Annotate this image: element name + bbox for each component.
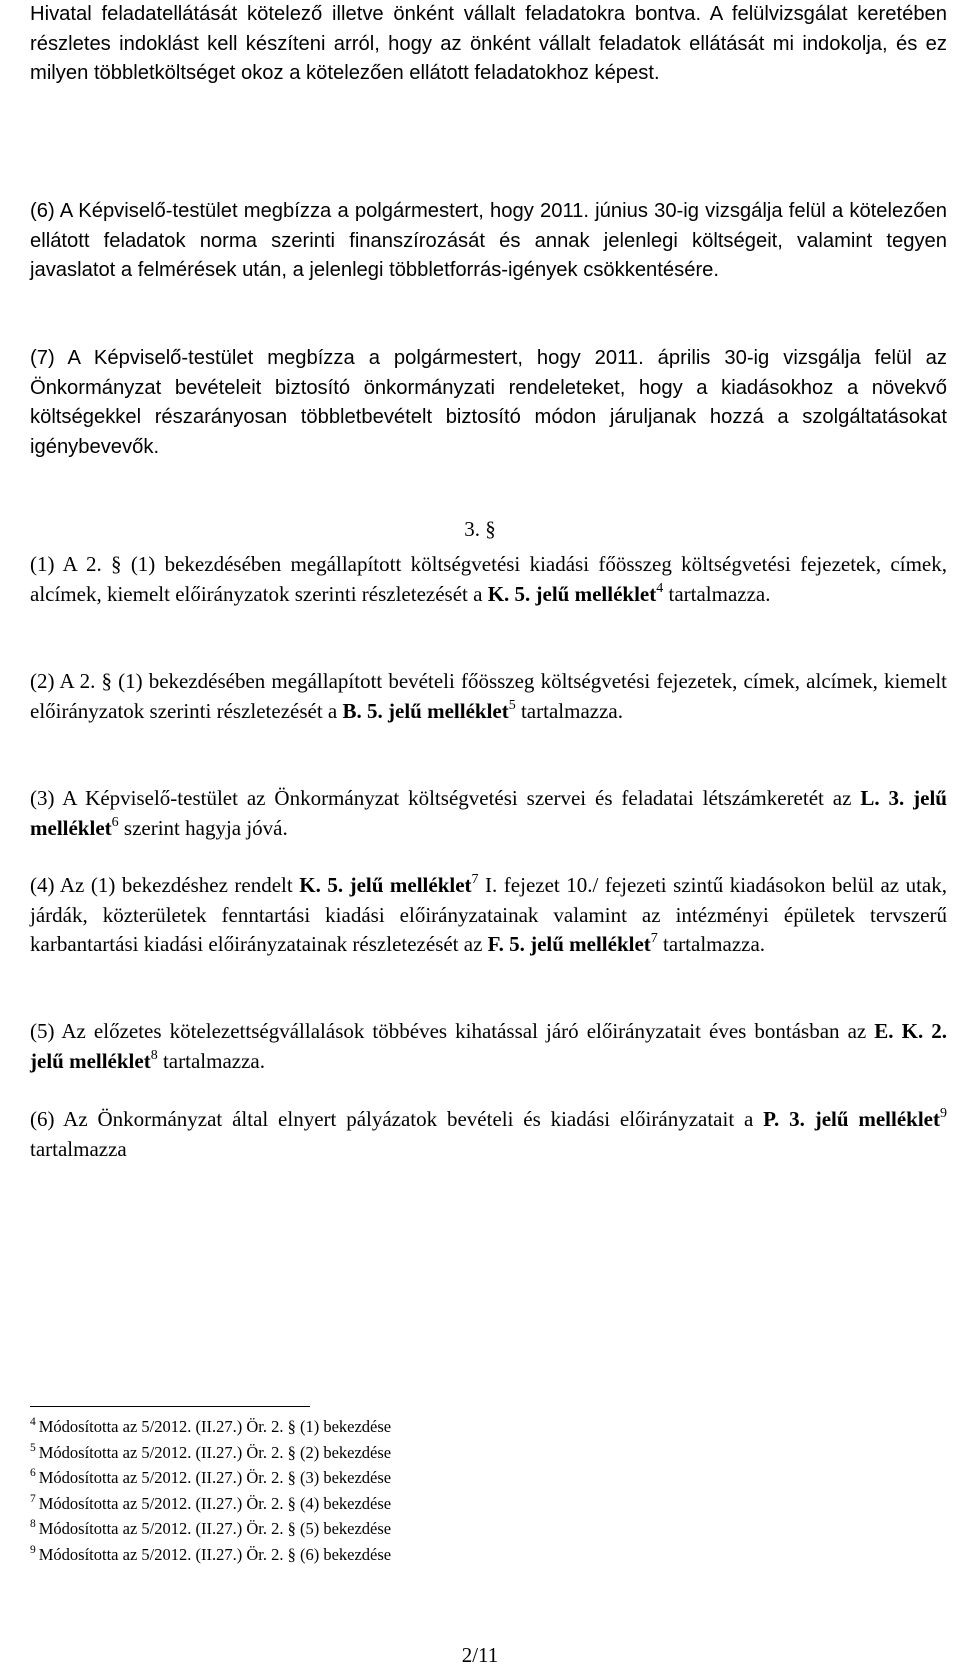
paragraph-7-mandate: (7) A Képviselő-testület megbízza a polgármestert, hogy 2011. április 30-ig vizsgálja felül az Önkormányzat bevételeit biztosító önkormányzati rendeleteket, hogy a kiadásokhoz a növekvő költségekkel részarányosan többletbevételt biztosító módon járuljanak hozzá a szolgáltatásokat igénybevevők.: [30, 347, 947, 458]
footnote-ref[interactable]: 6: [111, 814, 119, 830]
footnote: $^9$ Módosította az 5/2012. (II.27.) Ör. 2. § (6) bekezdése: [30, 1543, 392, 1564]
intro-paragraph: Hivatal feladatellátását kötelező illetve önként vállalt feladatokra bontva. A felülvizsgálat keretében részletes indoklást kell készíteni arról, hogy az önként vállalt feladatok ellátását mi indokolja, és ez milyen többletköltséget okoz a kötelezően ellátott feladatokhoz képest.: [30, 3, 947, 84]
footnote: $^5$ Módosította az 5/2012. (II.27.) Ör. 2. § (2) bekezdése: [30, 1441, 392, 1462]
paragraph-6-mandate: (6) A Képviselő-testület megbízza a polgármestert, hogy 2011. június 30-ig vizsgálja felül a kötelezően ellátott feladatok norma szerinti finanszírozását és annak jelenlegi költségeit, valamint tegyen javaslatot a felmérések után, a jelenlegi többletforrás-igények csökkentésére.: [30, 200, 947, 281]
footnote-ref[interactable]: 4: [656, 580, 664, 596]
footnote-ref[interactable]: 9: [940, 1106, 947, 1121]
page-number: 2/11: [461, 1643, 499, 1667]
footnote: $^7$ Módosította az 5/2012. (II.27.) Ör. 2. § (4) bekezdése: [30, 1492, 392, 1513]
section-heading: 3. §: [464, 517, 496, 541]
paragraph-3-6: (6) Az Önkormányzat által elnyert pályázatok bevételi és kiadási előirányzatait a P. 3. jelű melléklet$^9$ tartalmazza: [30, 1106, 947, 1161]
paragraph-3-2: (2) A 2. § (1) bekezdésében megállapított bevételi főösszeg költségvetési fejezetek, címek, alcímek, kiemelt előirányzatok szerinti részletezését a B. 5. jelű melléklet$^5$ tartalmazza.: [30, 669, 947, 723]
paragraph-3-1: (1) A 2. § (1) bekezdésében megállapított költségvetési kiadási főösszeg költségvetési fejezetek, címek, alcímek, kiemelt előirányzatok szerinti részletezését a K. 5. jelű melléklet$^4$ tartalmazza.: [30, 552, 947, 606]
paragraph-3-3: (3) A Képviselő-testület az Önkormányzat költségvetési szervei és feladatai létszámkeretét az L. 3. jelű melléklet$^6$ szerint hagyja jóvá.: [30, 786, 947, 840]
footnote-ref[interactable]: 7: [650, 931, 658, 946]
footnote-ref[interactable]: 5: [508, 697, 516, 713]
paragraph-3-4: (4) Az (1) bekezdéshez rendelt K. 5. jelű melléklet$^7$ I. fejezet 10./ fejezeti szintű kiadásokon belül az utak, járdák, közterületek fenntartási kiadási előirányzatainak valamint az intézményi épületek tervszerű karbantartási kiadási előirányzatainak részletezését az F. 5. jelű melléklet$^7$ tartalmazza.: [30, 872, 947, 956]
footnote: $^8$ Módosította az 5/2012. (II.27.) Ör. 2. § (5) bekezdése: [30, 1518, 392, 1538]
paragraph-3-5: (5) Az előzetes kötelezettségvállalások többéves kihatással járó előirányzatait éves bontásban az E. K. 2. jelű melléklet$^8$ tartalmazza.: [30, 1019, 948, 1073]
footnote: $^6$ Módosította az 5/2012. (II.27.) Ör. 2. § (3) bekezdése: [30, 1467, 392, 1487]
footnote: $^4$ Módosította az 5/2012. (II.27.) Ör. 2. § (1) bekezdése: [30, 1416, 392, 1436]
footnote-divider: [30, 1406, 310, 1407]
footnote-ref[interactable]: 8: [150, 1047, 158, 1063]
footnote-ref[interactable]: 7: [471, 872, 479, 887]
footnotes: [30, 1414, 630, 1567]
